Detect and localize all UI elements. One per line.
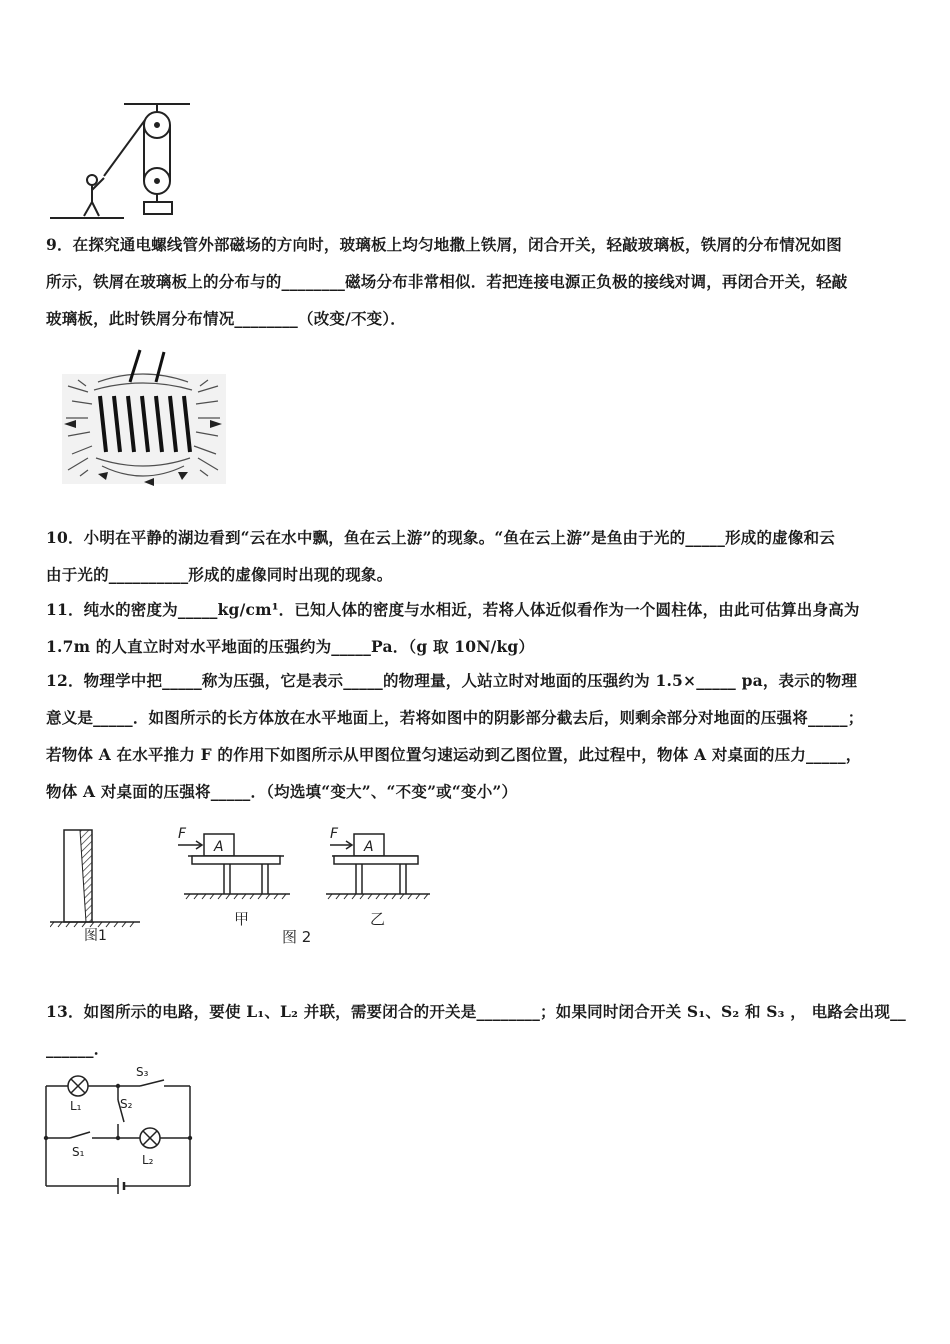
pulley-system-icon xyxy=(44,98,194,224)
solenoid-iron-filings-icon xyxy=(58,346,228,491)
question-10 xyxy=(46,519,908,593)
switch-s1-label: S₁ xyxy=(72,1145,85,1159)
force-label-yi: F xyxy=(330,826,339,842)
question-text-line: 物体 A 对桌面的压强将_____．（均选填“变大”、“不变”或“变小”） xyxy=(46,782,518,801)
question-text-line: 10．小明在平静的湖边看到“云在水中飘，鱼在云上游”的现象。“鱼在云上游”是鱼由于光的_____形成的虚像和云 xyxy=(46,528,835,547)
question-text-line: 玻璃板，此时铁屑分布情况________（改变/不变）． xyxy=(46,309,407,328)
question-text-line: 由于光的__________形成的虚像同时出现的现象。 xyxy=(46,565,393,584)
block-label-yi: A xyxy=(364,839,374,855)
switch-s3-label: S₃ xyxy=(136,1065,149,1079)
switch-s2-label: S₂ xyxy=(120,1097,133,1111)
question-9 xyxy=(46,226,908,337)
jia-caption: 甲 xyxy=(234,910,250,928)
question-text-line: 所示，铁屑在玻璃板上的分布与的________磁场分布非常相似．若把连接电源正负极的接线对调，再闭合开关，轻敲 xyxy=(46,272,848,291)
question-text-line: 若物体 A 在水平推力 F 的作用下如图所示从甲图位置匀速运动到乙图位置，此过程中，物体 A 对桌面的压力_____， xyxy=(46,745,862,764)
lamp-l1-label: L₁ xyxy=(70,1099,82,1113)
force-label-jia: F xyxy=(178,826,187,842)
question-13 xyxy=(46,993,908,1067)
pulley-figure xyxy=(44,98,194,224)
question-12 xyxy=(46,662,908,810)
circuit-diagram xyxy=(38,1064,198,1198)
question-text-line: 13．如图所示的电路，要使 L₁、L₂ 并联，需要闭合的开关是________；如果同时闭合开关 S₁、S₂ 和 S₃ ， 电路会出现__ xyxy=(46,1002,906,1021)
figure-2-caption: 图 2 xyxy=(282,928,312,946)
solenoid-figure xyxy=(58,346,228,491)
figure-1-caption: 图1 xyxy=(84,928,107,944)
question-11 xyxy=(46,591,908,665)
figure-2-tables xyxy=(174,822,444,946)
block-label-jia: A xyxy=(214,839,224,855)
question-text-line: 1.7m 的人直立时对水平地面的压强约为_____Pa．（g 取 10N/kg） xyxy=(46,637,535,656)
question-text-line: 11．纯水的密度为_____kg/cm¹．已知人体的密度与水相近，若将人体近似看作为一个圆柱体，由此可估算出身高为 xyxy=(46,600,860,619)
question-text-line: ______． xyxy=(46,1039,110,1058)
figure-1-block xyxy=(50,826,146,944)
question-text-line: 12．物理学中把_____称为压强，它是表示_____的物理量，人站立时对地面的压强约为 1.5×_____ pa，表示的物理 xyxy=(46,671,858,690)
lamp-l2-label: L₂ xyxy=(142,1153,154,1167)
yi-caption: 乙 xyxy=(370,910,386,928)
question-text-line: 9．在探究通电螺线管外部磁场的方向时，玻璃板上均匀地撒上铁屑，闭合开关，轻敲玻璃板，铁屑的分布情况如图 xyxy=(46,235,842,254)
question-text-line: 意义是_____．如图所示的长方体放在水平地面上，若将如图中的阴影部分截去后，则剩余部分对地面的压强将_____； xyxy=(46,708,864,727)
